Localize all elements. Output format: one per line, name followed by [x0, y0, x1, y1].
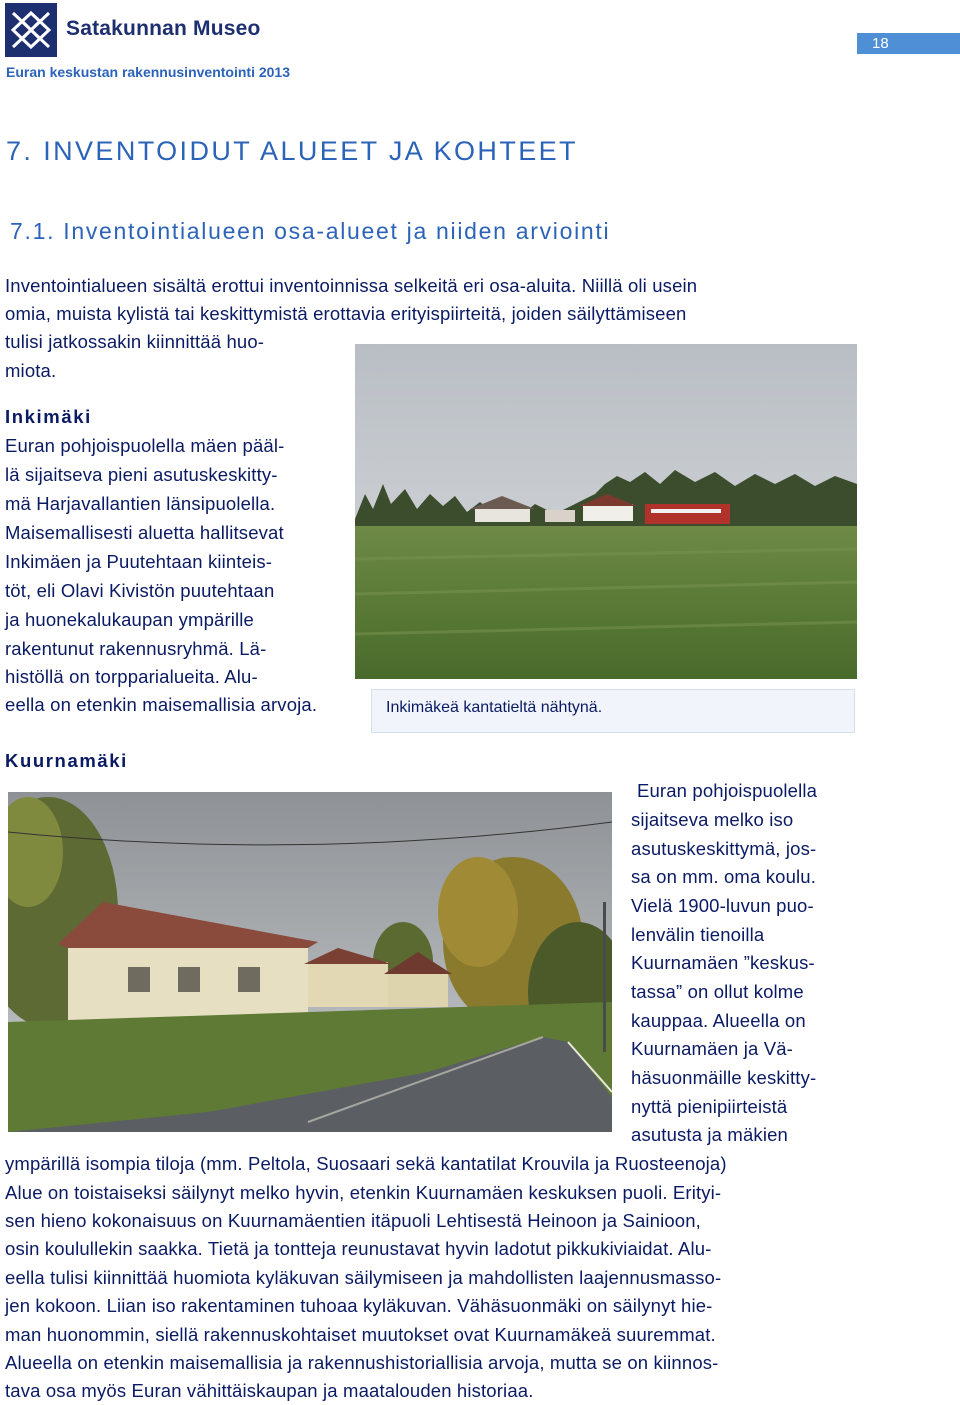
kuurnamaki-body-line: jen kokoon. Liian iso rakentaminen tuhoaa kyläkuvan. Vähäsuonmäki on säilynyt hie- — [5, 1295, 713, 1316]
inkimaki-landscape-photo — [355, 344, 857, 679]
intro-line: miota. — [5, 360, 57, 381]
kuurnamaki-side-line: tassa” on ollut kolme — [631, 981, 804, 1002]
satakunnan-museo-logo-icon — [5, 3, 57, 57]
kuurnamaki-heading: Kuurnamäki — [5, 750, 128, 771]
inkimaki-line: eella on etenkin maisemallisia arvoja. — [5, 694, 318, 715]
kuurnamaki-side-line: asutusta ja mäkien — [631, 1124, 788, 1145]
kuurnamaki-side-line: Vielä 1900-luvun puo- — [631, 895, 814, 916]
kuurnamaki-side-line: Kuurnamäen ”keskus- — [631, 952, 815, 973]
inkimaki-line: Inkimäen ja Puutehtaan kiinteis- — [5, 551, 273, 572]
kuurnamaki-body-line: man huonommin, siellä rakennuskohtaiset muutokset ovat Kuurnamäkeä suuremmat. — [5, 1324, 716, 1345]
inkimaki-line: mä Harjavallantien länsipuolella. — [5, 493, 276, 514]
kuurnamaki-side-line: sa on mm. oma koulu. — [631, 866, 816, 887]
inkimaki-line: rakentunut rakennusryhmä. Lä- — [5, 638, 267, 659]
inkimaki-line: Euran pohjoispuolella mäen pääl- — [5, 435, 285, 456]
kuurnamaki-body-line: osin koulullekin saakka. Tietä ja tontteja reunustavat hyvin ladotut pikkukiviaidat. Alu- — [5, 1238, 712, 1259]
intro-line: tulisi jatkossakin kiinnittää huo- — [5, 331, 265, 352]
inkimaki-line: töt, eli Olavi Kivistön puutehtaan — [5, 580, 275, 601]
inkimaki-heading: Inkimäki — [5, 406, 92, 427]
brand-name: Satakunnan Museo — [66, 17, 261, 40]
inkimaki-line: ja huonekalukaupan ympärille — [5, 609, 254, 630]
kuurnamaki-side-line: lenvälin tienoilla — [631, 924, 765, 945]
kuurnamaki-side-line: kauppaa. Alueella on — [631, 1010, 806, 1031]
kuurnamaki-side-line: sijaitseva melko iso — [631, 809, 794, 830]
intro-line: omia, muista kylistä tai keskittymistä erottavia erityispiirteitä, joiden säilyttämiseen — [5, 303, 687, 324]
intro-line: Inventointialueen sisältä erottui inventoinnissa selkeitä eri osa-aluita. Niillä oli usein — [5, 275, 698, 296]
report-subtitle: Euran keskustan rakennusinventointi 2013 — [6, 64, 290, 80]
kuurnamaki-side-line: asutuskeskittymä, jos- — [631, 838, 817, 859]
kuurnamaki-side-line: Kuurnamäen ja Vä- — [631, 1038, 793, 1059]
kuurnamaki-body-line: eella tulisi kiinnittää huomiota kyläkuvan säilymiseen ja mahdollisten laajennusmasso- — [5, 1267, 722, 1288]
kuurnamaki-side-line: nyttä pienipiirteistä — [631, 1096, 788, 1117]
section-title: 7. INVENTOIDUT ALUEET JA KOHTEET — [6, 136, 578, 166]
kuurnamaki-body-line: sen hieno kokonaisuus on Kuurnamäentien itäpuoli Lehtisestä Heinoon ja Sainioon, — [5, 1210, 701, 1231]
inkimaki-line: histöllä on torpparialueita. Alu- — [5, 666, 258, 687]
inkimaki-line: Maisemallisesti aluetta hallitsevat — [5, 522, 284, 543]
kuurnamaki-side-line: häsuonmäille keskitty- — [631, 1067, 817, 1088]
kuurnamaki-village-road-photo — [8, 792, 612, 1132]
page-number: 18 — [872, 35, 889, 52]
kuurnamaki-body-line: tava osa myös Euran vähittäiskaupan ja maatalouden historiaa. — [5, 1380, 534, 1401]
kuurnamaki-body-line: ympärillä isompia tiloja (mm. Peltola, Suosaari sekä kantatilat Krouvila ja Ruosteenoja) — [5, 1153, 727, 1174]
kuurnamaki-body-line: Alue on toistaiseksi säilynyt melko hyvin, etenkin Kuurnamäen keskuksen puoli. Erityi- — [5, 1182, 722, 1203]
kuurnamaki-body-line: Alueella on etenkin maisemallisia ja rakennushistoriallisia arvoja, mutta se on kiinnos- — [5, 1352, 719, 1373]
subsection-title: 7.1. Inventointialueen osa-alueet ja niiden arviointi — [10, 218, 611, 244]
photo-caption: Inkimäkeä kantatieltä nähtynä. — [386, 699, 603, 716]
inkimaki-line: lä sijaitseva pieni asutuskeskitty- — [5, 464, 278, 485]
kuurnamaki-side-line: Euran pohjoispuolella — [637, 780, 818, 801]
